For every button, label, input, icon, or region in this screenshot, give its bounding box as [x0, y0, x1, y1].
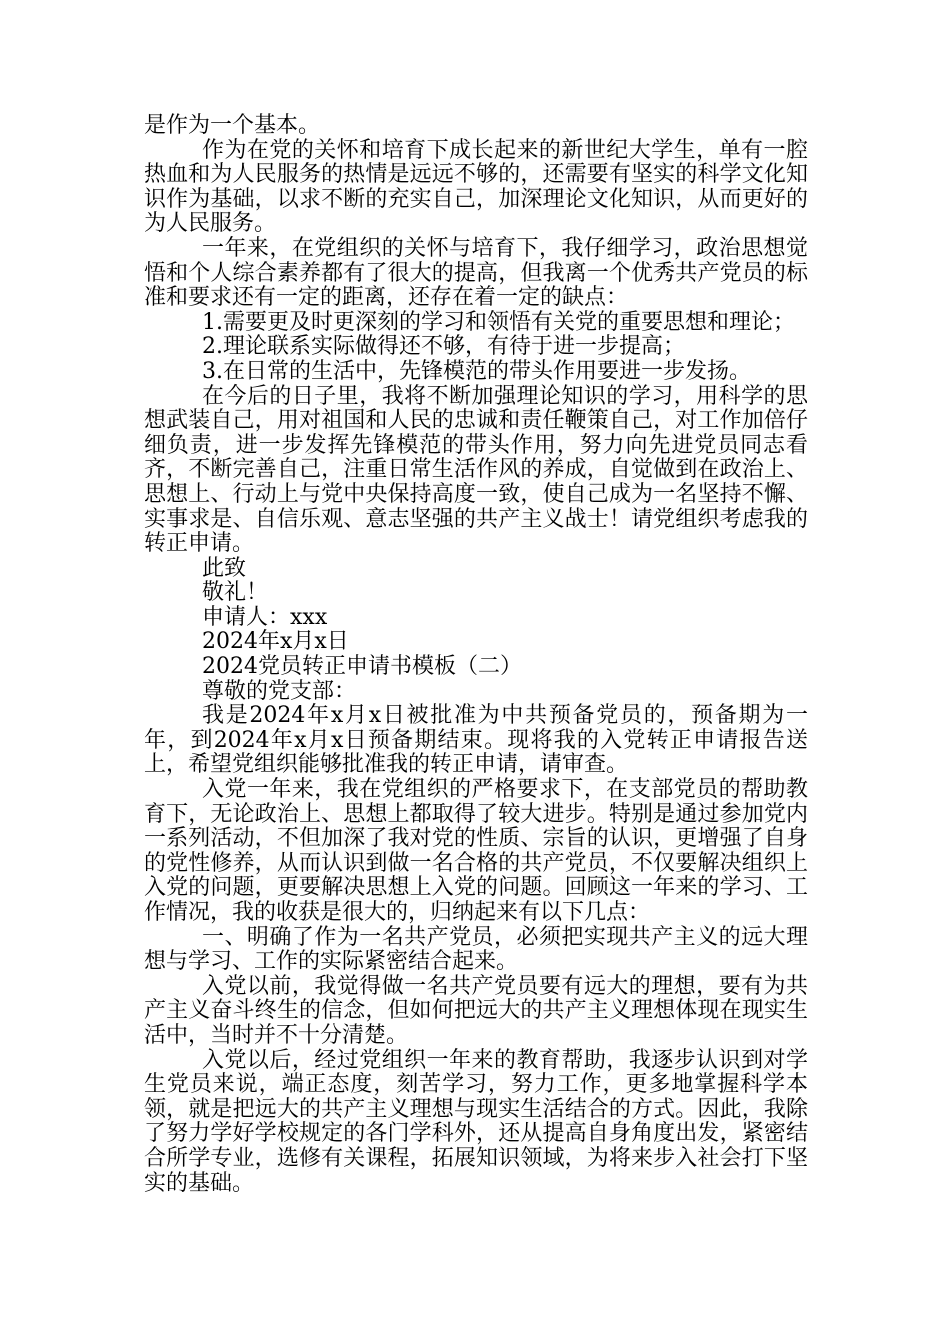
date-line: 2024年x月x日 — [202, 629, 349, 655]
point-heading: 一、明确了作为一名共产党员，必须把实现共产主义的远大理想与学习、工作的实际紧密结合起来。 — [144, 924, 808, 975]
closing-salutation: 此致 — [202, 555, 247, 581]
list-item: 2.理论联系实际做得还不够，有待于进一步提高； — [202, 334, 685, 360]
paragraph: 我是2024年x月x日被批准为中共预备党员的，预备期为一年，到2024年x月x日预备期结束。现将我的入党转正申请报告送上，希望党组织能够批准我的转正申请，请审查。 — [144, 703, 808, 778]
paragraph: 作为在党的关怀和培育下成长起来的新世纪大学生，单有一腔热血和为人民服务的热情是远远不够的，还需要有坚实的科学文化知识作为基础，以求不断的充实自己，加深理论文化知识，从而更好的为人民服务。 — [144, 137, 808, 237]
paragraph: 在今后的日子里，我将不断加强理论知识的学习，用科学的思想武装自己，用对祖国和人民的忠诚和责任鞭策自己，对工作加倍仔细负责，进一步发挥先锋模范的带头作用，努力向先进党员同志看齐，不断完善自己，注重日常生活作风的养成，自觉做到在政治上、思想上、行动上与党中央保持高度一致，使自己成为一名坚持不懈、实事求是、自信乐观、意志坚强的共产主义战士！请党组织考虑我的转正申请。 — [144, 383, 808, 557]
list-item: 3.在日常的生活中，先锋模范的带头作用要进一步发扬。 — [202, 358, 751, 384]
paragraph-continuation: 是作为一个基本。 — [144, 113, 321, 138]
applicant-signature: 申请人：xxx — [202, 604, 328, 630]
document-page — [144, 114, 808, 1196]
paragraph: 入党以后，经过党组织一年来的教育帮助，我逐步认识到对学生党员来说，端正态度，刻苦学习，努力工作，更多地掌握科学本领，就是把远大的共产主义理想与现实生活结合的方式。因此，我除了努力学好学校规定的各门学科外，还从提高自身角度出发，紧密结合所学专业，选修有关课程，拓展知识领域，为将来步入社会打下坚实的基础。 — [144, 1047, 808, 1196]
list-item: 1.需要更及时更深刻的学习和领悟有关党的重要思想和理论； — [202, 309, 795, 335]
paragraph: 入党以前，我觉得做一名共产党员要有远大的理想，要有为共产主义奋斗终生的信念，但如何把远大的共产主义理想体现在现实生活中，当时并不十分清楚。 — [144, 973, 808, 1048]
paragraph: 入党一年来，我在党组织的严格要求下，在支部党员的帮助教育下，无论政治上、思想上都取得了较大进步。特别是通过参加党内一系列活动，不但加深了我对党的性质、宗旨的认识，更增强了自身的党性修养，从而认识到做一名合格的共产党员，不仅要解决组织上入党的问题，更要解决思想上入党的问题。回顾这一年来的学习、工作情况，我的收获是很大的，归纳起来有以下几点： — [144, 777, 808, 925]
paragraph: 一年来，在党组织的关怀与培育下，我仔细学习，政治思想觉悟和个人综合素养都有了很大的提高，但我离一个优秀共产党员的标准和要求还有一定的距离，还存在着一定的缺点： — [144, 235, 808, 311]
greeting: 尊敬的党支部： — [202, 678, 357, 704]
section-title: 2024党员转正申请书模板（二） — [202, 654, 522, 680]
closing-regards: 敬礼！ — [202, 580, 269, 606]
